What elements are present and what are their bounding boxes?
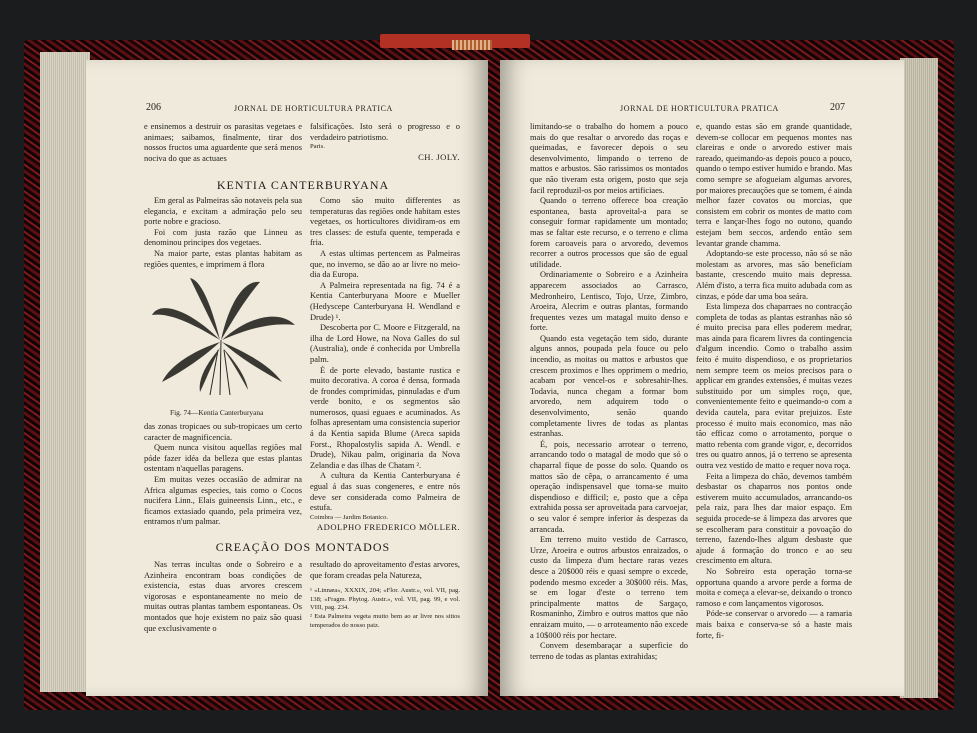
page-number: 207 [830, 102, 845, 113]
figure-caption: Fig. 74—Kentia Canterburyana [170, 408, 264, 417]
running-header: JORNAL DE HORTICULTURA PRATICA [234, 104, 393, 113]
page-number: 206 [146, 102, 161, 113]
author-signature: ADOLPHO FREDERICO MÖLLER. [316, 522, 460, 533]
montados-right-column: resultado do aproveitamento d'estas arvores, que foram creadas pela Natureza, ¹ «Linnæa», XXXIX, 204; «Flor. Austr.», vol. VII, pag. 138; «Fragm. Phytog. Austr.», vol. VII, pag. 99, e vol. VIII, pag. 234. ² Esta Palmeira vegeta muito bem ao ar livre nos sitios temperados do nosso paiz. [310, 560, 460, 629]
page-edges-left [40, 52, 90, 692]
montados-left-column: Nas terras incultas onde o Sobreiro e a Azinheira encontram boas condições de existencia, estas duas arvores crescem vigorosas e espontaneamente no meio de muitas outras plantas tambem espontaneas. Os montados que hoje existem no paiz são quasi que exclusivamente o [144, 560, 302, 633]
left-page [86, 60, 488, 696]
left-lower-column: das zonas tropicaes ou sub-tropicaes um certo caracter de magnificencia. Quem nunca visitou aquellas regiões mal póde fazer idéa da belleza que estas plantas ostentam n'aquellas paragens. Em muitas vezes occasião de admirar na Africa algumas especies, tais como o Cocos nucifera Linn., Elais guineensis Linn., etc., e ficamos extasiado quando, pela primeira vez, entramos n'um palmar. [144, 422, 302, 527]
headband [452, 40, 492, 50]
palm-illustration [150, 270, 298, 400]
place-note: Paris. [310, 143, 325, 151]
place-note: Coimbra — Jardim Botanico. [310, 513, 389, 521]
top-left-paragraph: e ensinemos a destruir os parasitas vegetaes e animaes; saibamos, finalmente, tirar dos nossos fructos uma aguardente que será menos nociva do que as actuaes [144, 122, 302, 163]
right-page [500, 60, 904, 696]
footnote-2: ² Esta Palmeira vegeta muito bem ao ar livre nos sitios temperados do nosso paiz. [310, 612, 460, 629]
section-title: CREAÇÃO DOS MONTADOS [215, 540, 391, 554]
right-column: Como são muito differentes as temperaturas das regiões onde habitam estes vegetaes, os horticultores dividiram-os em tres classes: de estufa quente, temperada e fria. A estas ultimas pertencem as Palmeiras que, no inverno, se dão ao ar livre no meio-dia da Europa. A Palmeira representada na fig. 74 é a Kentia Canterburyana Moore e Mueller (Hedyscepe Canterburyana H. Wendland e Drude) ¹. Descoberta por C. Moore e Fitzgerald, na ilha de Lord Howe, na Nova Galles do sul (Australia), onde é conhecida por Umbrella palm. É de porte elevado, bastante rustica e muito decorativa. A coroa é densa, formada de frondes comprimidas, pinnuladas e d'um verde bonito, e os segmentos são numerosos, quasi eguaes e acuminados. As folhas apresentam uma consistencia superior á da Kentia sapida Blume (Areca sapida Forst., Rhopalostylis sapida A. Wendl. e Drude), Nikau palm, originaria da Nova Zelandia e das ilhas de Chatam ². A cultura da Kentia Canterburyana é egual á das suas congeneres, e entre nós deve ser considerada como Palmeira de estufa. Coimbra — Jardim Botanico. ADOLPHO FREDERICO MÖLLER. [310, 196, 460, 533]
intro-column: Em geral as Palmeiras são notaveis pela sua elegancia, e excitam a admiração pelo seu porte nobre e gracioso. Foi com justa razão que Linneu as denominou principes dos vegetaes. Na maior parte, estas plantas habitam as regiões quentes, e imprimem á flora [144, 196, 302, 269]
right-column: e, quando estas são em grande quantidade, devem-se collocar em pequenos montes nas clareiras e onde o arvoredo estiver mais rareado, queimando-as depois pouco a pouco, quando o tempo estiver humido e brando. Mas como sempre se afogueiam algumas arvores, por maiores precauções que se tomem, é ainda melhor fazer covatos ou morcias, que consistem em cobrir os montes de matto com terra e lançar-lhes fogo no outono, quando estejam bem seccos, ardendo então sem levantar grande chamma. Adoptando-se este processo, não só se não molestam as arvores, mas são beneficiam bastante, crescendo muito mais depressa. Além d'isto, a terra fica muito adubada com as cinzas, e póde dar uma boa seára. Esta limpeza dos chaparraes no contracção completa de todas as plantas estranhas não só é muito precisa para elles poderem medrar, mas ainda para ficarem livres da contingencia d'algum incendio. Como o trabalho assim feito é muito dispendioso, e os proprietarios nem sempre teem os meios precisos para o applicar em grandes extensões, é muitas vezes substituido por um simples roço, que, convenientemente feito e queimando-o com a devida cautela, para evitar prejuizos. Este processo é muito mais economico, mas não tão efficaz como o arrotamento, porque o matto rebenta com grande vigor, e, decorridos tres ou quatro annos, já o terreno se apresenta outra vez vestido de matto e requer nova roça. Feita a limpeza do chão, devemos também desbastar os chaparros nos pontos onde estiverem muito accumulados, arrancando-os pela raiz, para lhes dar maior espaço. Em seguida procede-se á limpeza das arvores que se escolheram para constituir a povoação do terreno, fazendo-lhes algum desbaste que ajude á formação do tronco e ao seu crescimento em altura. No Sobreiro esta operação torna-se opportuna quando a arvore perde a forma de moita e começa a elevar-se, deixando o tronco ramoso e com lançamentos vigorosos. Póde-se conservar o arvoredo — a ramaria mais baixa e conserva-se só a haste mais forte, fi- [696, 122, 852, 640]
top-right-paragraph: falsificações. Isto será o progresso e o verdadeiro patriotismo. Paris. CH. JOLY. [310, 122, 460, 162]
running-header: JORNAL DE HORTICULTURA PRATICA [620, 104, 779, 113]
page-edges-right [900, 58, 938, 698]
author-signature: CH. JOLY. [418, 151, 460, 162]
footnote-1: ¹ «Linnæa», XXXIX, 204; «Flor. Austr.», vol. VII, pag. 138; «Fragm. Phytog. Austr.», vol. VII, pag. 99, e vol. VIII, pag. 234. [310, 587, 460, 612]
article-title: KENTIA CANTERBURYANA [216, 178, 390, 192]
left-column: limitando-se o trabalho do homem a pouco mais do que resaltar o arvoredo das roças e queimadas, e favorecer depois o seu desenvolvimento, limpando o terreno de mattos e arbustos. São rarissimos os montados que não tiveram esta origem, posto que seja facil reproduzil-os por meios artificiaes. Quando o terreno offerece boa creação espontanea, basta aproveital-a para se conseguir formar rapidamente um montado; mas se faltar este recurso, e o terreno e clima forem caroaveis para o arvoredo, devemos recorrer a outros processos que são de egual utilidade. Ordinariamente o Sobreiro e a Azinheira apparecem associados ao Carrasco, Medronheiro, Lentisco, Tojo, Urze, Zimbro, Aroeira, Alecrim e outras plantas, formando frequentes vezes um matagal muito denso e forte. Quando esta vegetação tem sido, durante alguns annos, poupada pela fouce ou pelo incendio, as moitas ou mattos e arbustos que crescem proximos e lhes opprimem o medrio, acabam por vencel-os e sobresahir-lhes. Todavia, nunca chegam a formar bom arvoredo, nem adquirem todo o desenvolvimento, senão quando completamente livres de todas as plantas estranhas. É, pois, necessario arrotear o terreno, arrancando todo o matagal de modo que só o chaparral fique de posse do solo. Quando os mattos são de cêpa, o arrancamento é uma operação indispensavel que torna-se muito dispendioso e difficil; e, posto que a cêpa extrahida possa ser aproveitada para carvoejar, o seu valor é sempre inferior ás despezas da arrancada. Em terreno muito vestido de Carrasco, Urze, Aroeira e outros arbustos enraizados, o custo da limpeza d'um hectare raras vezes desce a 20$000 réis e quasi sempre o excede, podendo mesmo exceder a 30$000 réis. Mas, se em logar d'este o terreno tem principalmente mattos de Sargaço, Rosmaninho, Zimbro e outros mattos que não enraizam muito, — o arroteamento não excede a 10$000 réis por hectare. Convem desembaraçar a superficie do terreno de todas as plantas extrahidas; [530, 122, 688, 661]
